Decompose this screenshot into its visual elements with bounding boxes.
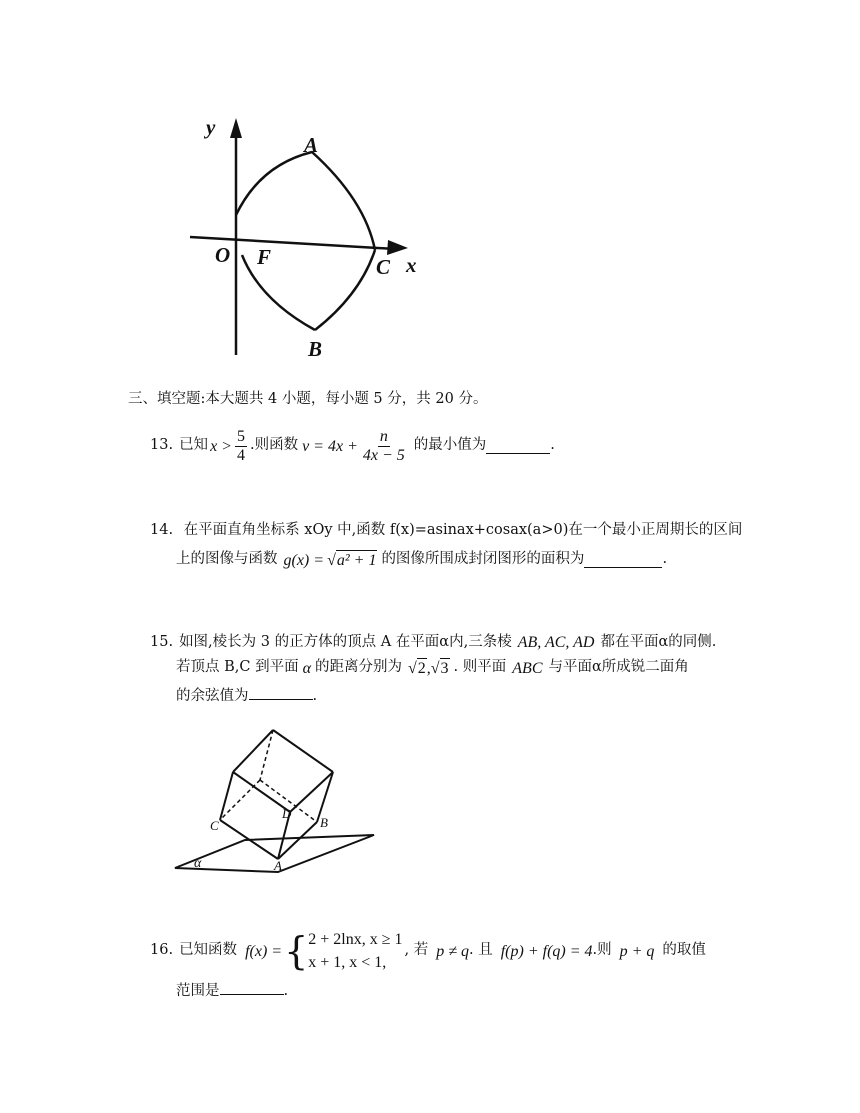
point-f-label: F [257, 245, 272, 269]
question-15-line-3 [176, 685, 317, 705]
q15-answer-blank[interactable] [249, 685, 313, 700]
q14-answer-blank[interactable] [584, 553, 662, 568]
point-c-label: C [376, 255, 391, 279]
question-14-line-2 [176, 550, 667, 570]
q15-line-2d: 与平面α所成锐二面角 [548, 659, 689, 676]
q15-line-2b: 的距离分别为 [314, 659, 402, 676]
q16-text-4: .则 [592, 942, 612, 959]
q14-g-lhs: g(x) = [283, 551, 325, 569]
origin-label: O [215, 243, 231, 267]
q16-equation: f(p) + f(q) = 4 [500, 942, 593, 960]
q16-cases [308, 928, 402, 974]
y-axis-label: y [206, 115, 216, 139]
q13-condition-lhs: x > [210, 437, 232, 455]
q15-edges: AB, AC, AD [517, 634, 595, 651]
q15-alpha: α [302, 659, 311, 677]
point-a-label: A [304, 133, 319, 157]
x-axis-label: x [406, 253, 417, 277]
question-13 [150, 428, 555, 464]
cube-label-d: D [282, 806, 292, 821]
q15-line-2a: 若顶点 B,C 到平面 [176, 659, 299, 676]
q15-sqrt2: 2 [417, 660, 426, 677]
q16-case-2: x + 1, x < 1, [308, 954, 387, 972]
q16-text-3: . 且 [469, 942, 493, 959]
q16-f-lhs: f(x) = [245, 942, 283, 960]
q16-end: . [283, 983, 289, 999]
q16-answer-blank[interactable] [220, 980, 284, 995]
q15-sqrt3-symbol: √ [430, 659, 440, 677]
q14-end: . [662, 551, 668, 568]
q16-case-1: 2 + 2lnx, x ≥ 1 [308, 931, 403, 948]
question-16 [150, 928, 706, 974]
q13-function-lhs: v = 4x + [302, 437, 358, 455]
q15-end: . [312, 688, 318, 704]
q13-condition-fraction [235, 428, 247, 464]
question-15-line-1 [150, 633, 716, 652]
q14-number: 14. [150, 522, 174, 538]
q14-line-1: 在平面直角坐标系 xOy 中,函数 f(x)=asinax+cosax(a>0)在一个最小正周期长的区间 [183, 522, 743, 538]
cube-label-c: C [210, 818, 219, 833]
q13-func-denominator: 4x − 5 [362, 446, 405, 464]
q15-comma: , [426, 659, 431, 677]
question-16-line-2 [176, 980, 288, 1000]
q13-text-1: 已知 [179, 437, 209, 454]
q13-text-2: .则函数 [249, 437, 299, 454]
question-14-line-1 [150, 522, 742, 539]
cube-label-b: B [320, 815, 328, 830]
q16-line-2: 范围是 [176, 983, 220, 999]
q16-number: 16. [150, 942, 174, 959]
q16-text-2: , 若 [404, 942, 429, 959]
q13-func-numerator: n [379, 428, 388, 445]
point-b-label: B [308, 337, 323, 361]
q14-text-1: 上的图像与函数 [176, 551, 278, 568]
q15-line-3: 的余弦值为 [176, 688, 249, 704]
plane-alpha-label: α [194, 856, 202, 871]
q15-line-1a: 如图,棱长为 3 的正方体的顶点 A 在平面α内,三条棱 [179, 633, 512, 650]
question-15-line-2 [176, 658, 689, 678]
q16-brace: { [284, 929, 309, 974]
q15-line-2c: . 则平面 [453, 659, 507, 676]
q15-number: 15. [150, 633, 174, 650]
q16-sum: p + q [619, 942, 655, 960]
q16-text-5: 的取值 [662, 942, 706, 959]
q16-condition: p ≠ q [436, 942, 469, 960]
q13-function-fraction [361, 428, 407, 464]
q13-answer-blank[interactable] [486, 439, 550, 454]
q15-sqrt3: 3 [440, 660, 449, 677]
q13-cond-denominator: 4 [236, 446, 245, 464]
q13-end: . [550, 437, 555, 454]
q15-line-1b: 都在平面α的同侧. [600, 633, 717, 650]
q15-plane-abc: ABC [512, 659, 543, 677]
q14-sqrt-symbol: √ [327, 551, 336, 569]
q14-text-2: 的图像所围成封闭图形的面积为 [381, 551, 585, 568]
q13-text-3: 的最小值为 [413, 437, 487, 454]
q16-text-1: 已知函数 [179, 942, 238, 959]
cube-label-a: A [274, 858, 282, 873]
section-heading: 三、填空题:本大题共 4 小题，每小题 5 分，共 20 分。 [128, 391, 488, 407]
q14-radicand: a² + 1 [336, 552, 377, 569]
q13-cond-numerator: 5 [236, 428, 245, 445]
q13-number: 13. [150, 437, 174, 454]
q15-sqrt2-symbol: √ [407, 659, 417, 677]
